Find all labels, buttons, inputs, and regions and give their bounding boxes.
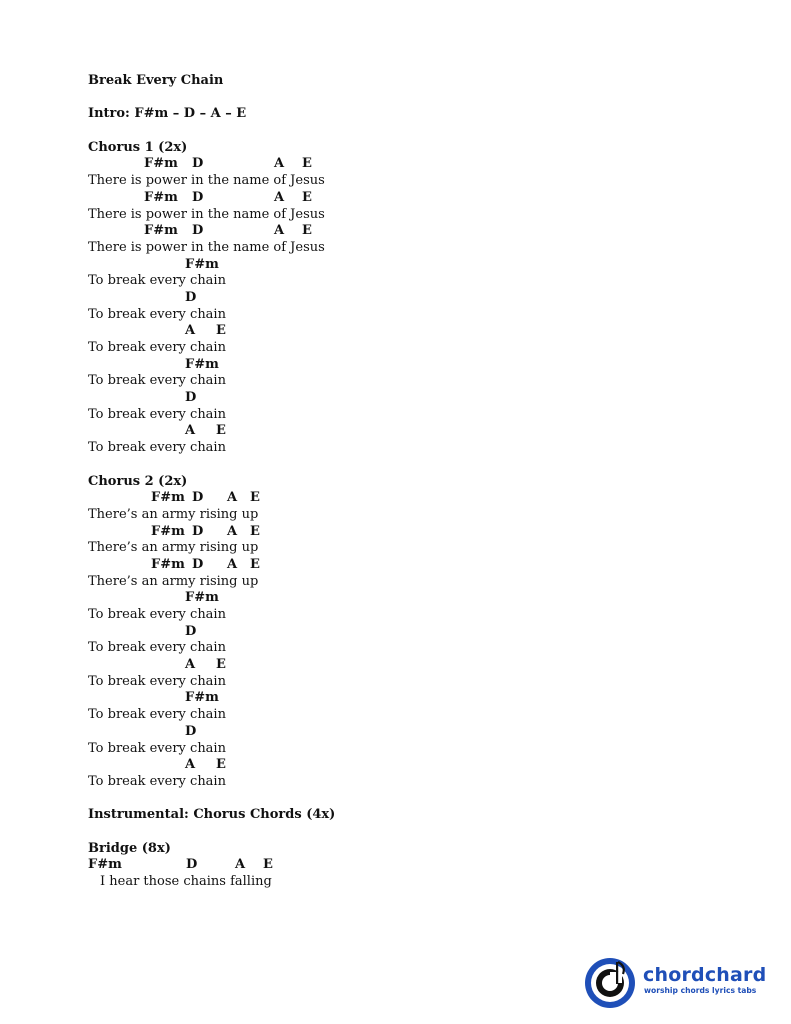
chord: A: [274, 223, 285, 239]
lyric-text: To break every chain: [88, 306, 226, 322]
lyric-text: To break every chain: [88, 440, 226, 456]
chord-line: [88, 724, 728, 741]
lyric-line: [88, 874, 728, 891]
lyric-line: [88, 774, 728, 791]
chord: E: [302, 223, 312, 239]
chord: E: [250, 523, 260, 539]
chord: D: [192, 523, 204, 539]
chord: D: [185, 623, 197, 639]
chord: A: [235, 857, 246, 873]
chord: E: [250, 556, 260, 572]
lyric-line: [88, 440, 728, 457]
lyric-line: [88, 507, 728, 524]
chord-line: [88, 290, 728, 307]
chord: D: [192, 556, 204, 572]
logo-mark-icon: [583, 954, 641, 1012]
chord: F#m: [144, 156, 178, 172]
chord: A: [274, 156, 285, 172]
lyric-text: There’s an army rising up: [88, 506, 259, 522]
lyric-line: [88, 574, 728, 591]
chord: E: [250, 490, 260, 506]
lyric-text: To break every chain: [88, 373, 226, 389]
lyric-line: [88, 207, 728, 224]
logo-tagline: worship chords lyrics tabs: [644, 986, 757, 995]
lyric-line: [88, 173, 728, 190]
chorus1-heading: Chorus 1 (2x): [88, 139, 188, 155]
chord: D: [185, 289, 197, 305]
lyric-line: [88, 273, 728, 290]
chord-line: [88, 557, 728, 574]
song-sheet: [88, 73, 728, 891]
chord: E: [216, 657, 226, 673]
logo-wordmark: chordchard: [643, 964, 767, 986]
lyric-text: I hear those chains falling: [100, 874, 272, 889]
lyric-line: [88, 707, 728, 724]
chorus2-heading: Chorus 2 (2x): [88, 473, 188, 489]
chord: F#m: [88, 857, 122, 873]
lyric-line: [88, 240, 728, 257]
chord-line: [88, 223, 728, 240]
chord: D: [192, 490, 204, 506]
chord-line: [88, 323, 728, 340]
chord: A: [185, 323, 196, 339]
lyric-text: There is power in the name of Jesus: [88, 173, 325, 189]
lyric-text: To break every chain: [88, 773, 226, 789]
chord: F#m: [185, 690, 219, 706]
chord: E: [216, 757, 226, 773]
chord-line: [88, 156, 728, 173]
chord: D: [186, 857, 198, 873]
chord: F#m: [144, 223, 178, 239]
chord-line: [88, 490, 728, 507]
song-title: Break Every Chain: [88, 73, 224, 88]
lyric-text: To break every chain: [88, 640, 226, 656]
chord-line: [88, 624, 728, 641]
lyric-line: [88, 373, 728, 390]
lyric-text: There’s an army rising up: [88, 540, 259, 556]
lyric-text: To break every chain: [88, 406, 226, 422]
chord: A: [227, 556, 238, 572]
chord-line: [88, 690, 728, 707]
chord: E: [263, 857, 273, 873]
chord: F#m: [185, 590, 219, 606]
chord: A: [274, 189, 285, 205]
chord-line: [88, 357, 728, 374]
lyric-text: To break every chain: [88, 707, 226, 723]
bridge-heading: Bridge (8x): [88, 840, 171, 856]
chord-line: [88, 757, 728, 774]
chord: F#m: [151, 523, 185, 539]
chord: A: [185, 423, 196, 439]
chord: A: [227, 490, 238, 506]
lyric-text: There is power in the name of Jesus: [88, 206, 325, 222]
chord: E: [216, 323, 226, 339]
chordchard-logo: [583, 954, 773, 1012]
chord: E: [302, 156, 312, 172]
chord-line: [88, 390, 728, 407]
lyric-text: To break every chain: [88, 273, 226, 289]
chord-line: [88, 590, 728, 607]
chord-line: [88, 857, 728, 874]
lyric-text: There’s an army rising up: [88, 573, 259, 589]
chord: D: [192, 189, 204, 205]
lyric-text: To break every chain: [88, 740, 226, 756]
lyric-line: [88, 640, 728, 657]
chord-line: [88, 257, 728, 274]
lyric-line: [88, 741, 728, 758]
chord: A: [185, 657, 196, 673]
chord: F#m: [185, 356, 219, 372]
chord: A: [227, 523, 238, 539]
chord: E: [302, 189, 312, 205]
chord: E: [216, 423, 226, 439]
lyric-line: [88, 407, 728, 424]
lyric-text: There is power in the name of Jesus: [88, 239, 325, 255]
chord: F#m: [185, 256, 219, 272]
chord-line: [88, 657, 728, 674]
chord: D: [185, 723, 197, 739]
chord: D: [185, 390, 197, 406]
lyric-line: [88, 340, 728, 357]
lyric-line: [88, 674, 728, 691]
lyric-line: [88, 307, 728, 324]
lyric-line: [88, 540, 728, 557]
lyric-text: To break every chain: [88, 607, 226, 622]
intro-line: Intro: F#m – D – A – E: [88, 106, 247, 122]
chord: F#m: [151, 490, 185, 506]
chord: D: [192, 223, 204, 239]
chord: F#m: [151, 556, 185, 572]
lyric-text: To break every chain: [88, 673, 226, 689]
lyric-line: [88, 607, 728, 624]
chord-line: [88, 524, 728, 541]
lyric-text: To break every chain: [88, 340, 226, 355]
chord-line: [88, 190, 728, 207]
instrumental-line: Instrumental: Chorus Chords (4x): [88, 807, 336, 823]
chord: A: [185, 757, 196, 773]
chord: F#m: [144, 189, 178, 205]
chord: D: [192, 156, 204, 172]
chord-line: [88, 423, 728, 440]
